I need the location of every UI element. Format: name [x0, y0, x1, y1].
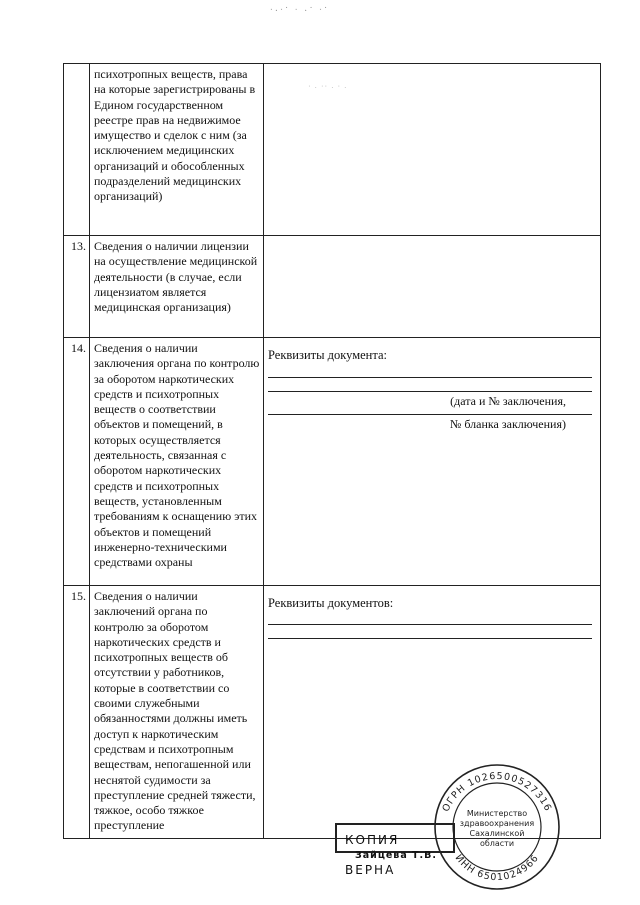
row-value [264, 64, 601, 236]
seal-center-line: области [479, 839, 515, 848]
official-seal [432, 762, 562, 892]
blank-line [268, 637, 592, 639]
svg-text:ИНН 6501024966 [453, 853, 542, 884]
table-row [64, 236, 601, 338]
row-value [264, 338, 601, 586]
seal-ring-bottom-text: ИНН 6501024966 [452, 852, 542, 884]
date-number-caption: (дата и № заключения, [450, 394, 566, 408]
row-number: 13. [64, 236, 90, 338]
form-number-caption: № бланка заключения) [449, 417, 566, 431]
row-label: психотропных веществ, права на которые зарегистрированы в Едином государственном реестре прав на недвижимое имущество и сделок с ним (за исключением медицинских организаций и обособленных подразделений медицинских организаций) [90, 64, 264, 236]
row-label: Сведения о наличии заключения органа по контролю за оборотом наркотических средств и психотропных веществ о соответствии объектов и помещений, в которых осуществляется деятельность, связанная с оборотом наркотических средств и психотропных веществ, установленным требованиям к оснащению этих объектов и помещений инженерно-техническими средствами охраны [90, 338, 264, 586]
seal-center-line: здравоохранения [459, 819, 535, 828]
row-number [64, 64, 90, 236]
seal-ring-text: ОГРН 1026500527316 [440, 770, 554, 814]
row-number: 15. [64, 586, 90, 839]
blank-line [268, 413, 592, 415]
requisites-title: Реквизиты документов: [268, 596, 394, 610]
row-value [264, 236, 601, 338]
bleed-through-marks: ˑ·ˑ˙ ˑ ·˙ ˑ˙ [270, 6, 330, 17]
blank-line [268, 390, 592, 392]
copy-verified-stamp: КОПИЯ ВЕРНА [335, 823, 455, 853]
row-number: 14. [64, 338, 90, 586]
bleed-through-marks: ˙ ˑ ˙˙ ˑ ˙ ˑ [308, 84, 348, 93]
seal-center-line: Министерство [466, 809, 528, 818]
blank-line [268, 623, 592, 625]
signature-name: Зайцева Т.В. [355, 850, 437, 861]
table-row [64, 64, 601, 236]
blank-line [268, 376, 592, 378]
application-form-table [63, 63, 601, 839]
requisites-title: Реквизиты документа: [268, 348, 387, 362]
row-label: Сведения о наличии лицензии на осуществление медицинской деятельности (в случае, если лицензиатом является медицинская организация) [90, 236, 264, 338]
seal-center-line: Сахалинской [469, 829, 525, 838]
row-label: Сведения о наличии заключений органа по контролю за оборотом наркотических средств и психотропных веществ об отсутствии у работников, которые в соответствии со своими служебными обязанностями должны иметь доступ к наркотическим средствам и психотропным веществам, непогашенной или неснятой судимости за преступление средней тяжести, тяжкое, особо тяжкое преступление [90, 586, 264, 839]
table-row [64, 338, 601, 586]
